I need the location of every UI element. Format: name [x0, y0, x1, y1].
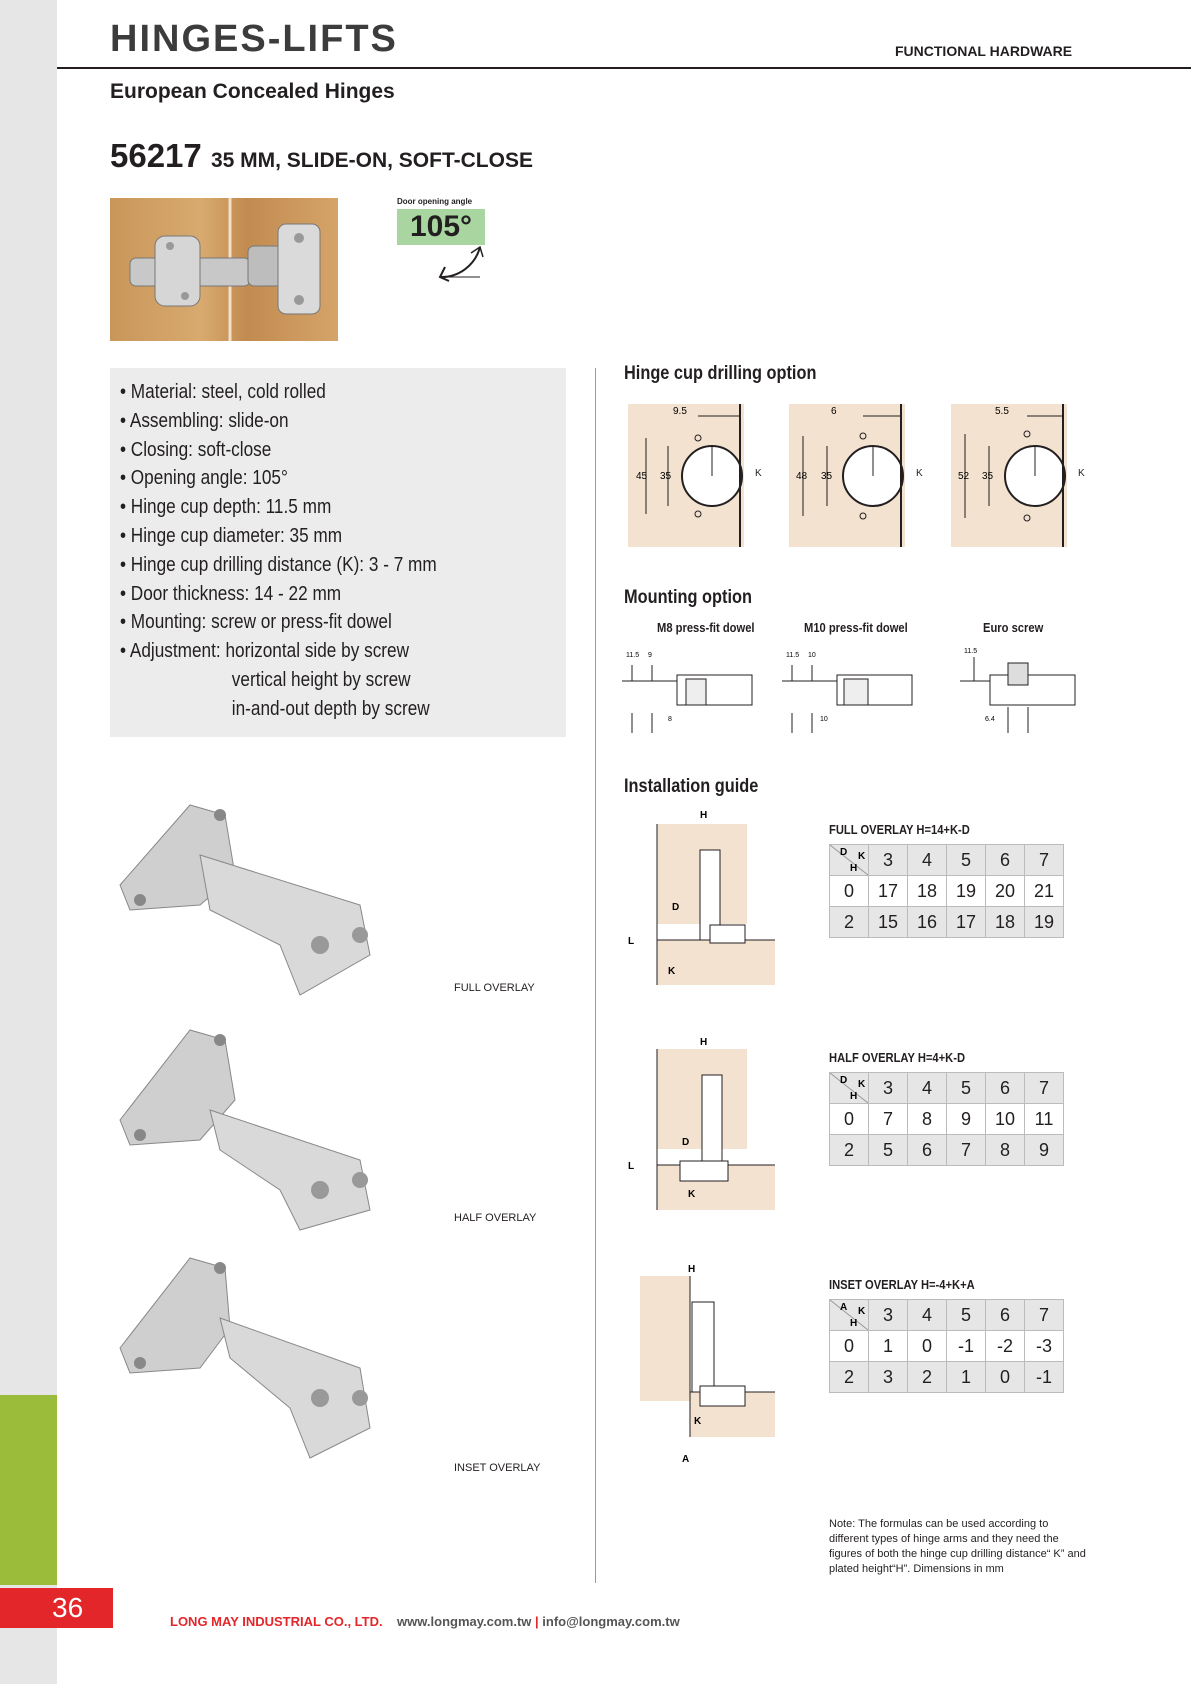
- photo-caption: INSET OVERLAY: [454, 1462, 541, 1474]
- table-cell: 17: [869, 876, 908, 907]
- drill-inner-dim: 35: [660, 471, 672, 482]
- table-header-cell: 5: [947, 1300, 986, 1331]
- category-subtitle: European Concealed Hinges: [110, 80, 395, 103]
- corner-h-label: H: [850, 1318, 858, 1329]
- drill-top-dim: 9.5: [673, 406, 687, 417]
- table-row-label: 2: [830, 1135, 869, 1166]
- hinge-photo-full-overlay: [110, 795, 410, 1000]
- spec-item: • Hinge cup depth: 11.5 mm: [120, 493, 504, 522]
- header-rule: [57, 67, 1191, 69]
- table-cell: 3: [869, 1362, 908, 1393]
- table-cell: 8: [908, 1104, 947, 1135]
- spec-item: • Opening angle: 105°: [120, 464, 504, 493]
- table-header-cell: 5: [947, 845, 986, 876]
- corner-col-label: K: [858, 1306, 866, 1317]
- table-row-label: 2: [830, 1362, 869, 1393]
- table-header-cell: 5: [947, 1073, 986, 1104]
- table-header-cell: 6: [986, 1073, 1025, 1104]
- table-corner: [830, 1300, 869, 1331]
- table-header-cell: 3: [869, 1300, 908, 1331]
- install-diagram-full: [620, 810, 780, 985]
- company-name: LONG MAY INDUSTRIAL CO., LTD.: [170, 1614, 383, 1629]
- table-header-cell: 6: [986, 845, 1025, 876]
- table-cell: 21: [1025, 876, 1064, 907]
- table-cell: 5: [869, 1135, 908, 1166]
- inset-overlay-table: [829, 1299, 1064, 1393]
- mount-dim: 10: [820, 716, 828, 723]
- dim-h-label: H: [700, 1037, 708, 1048]
- dim-l-label: L: [628, 936, 635, 947]
- door-angle-label: Door opening angle: [397, 197, 473, 206]
- table-row-label: 0: [830, 1331, 869, 1362]
- table-cell: 17: [947, 907, 986, 938]
- drill-outer-dim: 48: [796, 471, 808, 482]
- table-corner: [830, 1073, 869, 1104]
- table-cell: -1: [947, 1331, 986, 1362]
- spec-item-continued: in-and-out depth by screw: [231, 697, 430, 720]
- table-header-cell: 4: [908, 1300, 947, 1331]
- section-label: FUNCTIONAL HARDWARE: [895, 43, 1073, 59]
- table-cell: 9: [947, 1104, 986, 1135]
- table-header-cell: 7: [1025, 1300, 1064, 1331]
- table-cell: 19: [947, 876, 986, 907]
- corner-row-label: A: [840, 1302, 848, 1313]
- table-cell: 6: [908, 1135, 947, 1166]
- corner-col-label: K: [858, 1079, 866, 1090]
- drill-inner-dim: 35: [821, 471, 833, 482]
- dim-k-label: K: [688, 1189, 696, 1200]
- drill-outer-dim: 52: [958, 471, 970, 482]
- spec-item: • Material: steel, cold rolled: [120, 378, 504, 407]
- mount-dim: 11.5: [626, 652, 640, 659]
- formula-note: Note: The formulas can be used according to different types of hinge arms and they need the figures of both the hinge cup drilling distance“ K” and plated height“H”. Dimensions in mm: [829, 1518, 1086, 1575]
- drill-k-label: K: [755, 468, 762, 479]
- model-description: 35 MM, SLIDE-ON, SOFT-CLOSE: [210, 149, 533, 172]
- table-cell: 2: [908, 1362, 947, 1393]
- side-accent-bar: [0, 1395, 57, 1585]
- table-cell: 1: [947, 1362, 986, 1393]
- table-row-label: 0: [830, 1104, 869, 1135]
- dim-h-label: H: [688, 1264, 696, 1275]
- dim-k-label: K: [668, 966, 676, 977]
- mounting-diagram-euro-screw: [960, 645, 1080, 735]
- table-header-cell: 4: [908, 845, 947, 876]
- half-overlay-table: [829, 1072, 1064, 1166]
- spec-item: • Hinge cup drilling distance (K): 3 - 7 mm: [120, 551, 504, 580]
- spec-item-continued: vertical height by screw: [231, 668, 411, 691]
- hinge-photo-inset-overlay: [110, 1248, 410, 1463]
- table-cell: 11: [1025, 1104, 1064, 1135]
- page-number: 36: [0, 1588, 113, 1628]
- table-cell: 7: [869, 1104, 908, 1135]
- mounting-option-name: Euro screw: [983, 620, 1044, 635]
- table-corner: [830, 845, 869, 876]
- table-cell: 16: [908, 907, 947, 938]
- hinge-photo-half-overlay: [110, 1020, 410, 1235]
- mount-dim: 11.5: [786, 652, 800, 659]
- photo-caption: FULL OVERLAY: [454, 982, 535, 994]
- table-title-full: FULL OVERLAY H=14+K-D: [829, 822, 970, 837]
- corner-h-label: H: [850, 863, 858, 874]
- table-cell: 18: [986, 907, 1025, 938]
- corner-row-label: D: [840, 1075, 848, 1086]
- door-angle-value: 105°: [397, 209, 485, 245]
- drill-outer-dim: 45: [636, 471, 648, 482]
- spec-item: • Hinge cup diameter: 35 mm: [120, 522, 504, 551]
- table-header-cell: 7: [1025, 845, 1064, 876]
- mount-dim: 11.5: [964, 648, 978, 655]
- mounting-diagram-m10: [782, 645, 917, 735]
- table-cell: 20: [986, 876, 1025, 907]
- mount-dim: 9: [648, 652, 652, 659]
- table-title-inset: INSET OVERLAY H=-4+K+A: [829, 1277, 975, 1292]
- dim-d-label: D: [672, 902, 680, 913]
- drill-k-label: K: [1078, 468, 1085, 479]
- corner-row-label: D: [840, 847, 848, 858]
- table-cell: 0: [986, 1362, 1025, 1393]
- drilling-diagram-1: [628, 404, 744, 547]
- drill-inner-dim: 35: [982, 471, 994, 482]
- install-diagram-inset: [620, 1262, 780, 1462]
- mounting-option-name: M10 press-fit dowel: [804, 620, 908, 635]
- table-header-cell: 7: [1025, 1073, 1064, 1104]
- spec-item: • Door thickness: 14 - 22 mm: [120, 580, 504, 609]
- table-row-label: 0: [830, 876, 869, 907]
- email-link[interactable]: info@longmay.com.tw: [542, 1614, 680, 1629]
- spec-item: • Adjustment: horizontal side by screw: [120, 637, 504, 666]
- table-cell: 10: [986, 1104, 1025, 1135]
- product-heading: [110, 137, 533, 175]
- drill-top-dim: 6: [831, 406, 837, 417]
- table-cell: 9: [1025, 1135, 1064, 1166]
- mounting-title: Mounting option: [624, 587, 752, 608]
- corner-h-label: H: [850, 1091, 858, 1102]
- dim-d-label: D: [682, 1137, 690, 1148]
- install-diagram-half: [620, 1035, 780, 1210]
- table-cell: 8: [986, 1135, 1025, 1166]
- model-number: 56217: [110, 137, 202, 174]
- mounting-diagram-m8: [622, 645, 757, 735]
- photo-caption: HALF OVERLAY: [454, 1212, 537, 1224]
- table-title-half: HALF OVERLAY H=4+K-D: [829, 1050, 966, 1065]
- spec-item: • Mounting: screw or press-fit dowel: [120, 608, 504, 637]
- dim-k-label: K: [694, 1416, 702, 1427]
- corner-col-label: K: [858, 851, 866, 862]
- table-header-cell: 6: [986, 1300, 1025, 1331]
- table-cell: -1: [1025, 1362, 1064, 1393]
- table-cell: 7: [947, 1135, 986, 1166]
- table-header-cell: 3: [869, 845, 908, 876]
- drilling-diagram-2: [789, 404, 905, 547]
- spec-item: • Assembling: slide-on: [120, 407, 504, 436]
- full-overlay-table: [829, 844, 1064, 938]
- mounting-option-name: M8 press-fit dowel: [657, 620, 755, 635]
- spec-item: • Closing: soft-close: [120, 436, 504, 465]
- drilling-title: Hinge cup drilling option: [624, 363, 817, 384]
- table-cell: -3: [1025, 1331, 1064, 1362]
- product-photo: [110, 198, 338, 341]
- table-cell: 0: [908, 1331, 947, 1362]
- mount-dim: 6.4: [985, 716, 995, 723]
- table-row-label: 2: [830, 907, 869, 938]
- drilling-diagram-3: [951, 404, 1067, 547]
- table-cell: 18: [908, 876, 947, 907]
- installation-title: Installation guide: [624, 776, 759, 797]
- drill-top-dim: 5.5: [995, 406, 1009, 417]
- table-header-cell: 3: [869, 1073, 908, 1104]
- table-cell: 15: [869, 907, 908, 938]
- mount-dim: 10: [808, 652, 816, 659]
- website-link[interactable]: www.longmay.com.tw: [397, 1614, 532, 1629]
- page-title: HINGES-LIFTS: [110, 18, 398, 60]
- dim-a-label: A: [682, 1454, 690, 1462]
- footer-separator: |: [535, 1614, 539, 1629]
- drill-k-label: K: [916, 468, 923, 479]
- spec-list: [110, 368, 566, 737]
- dim-h-label: H: [700, 810, 708, 821]
- table-cell: 19: [1025, 907, 1064, 938]
- table-cell: -2: [986, 1331, 1025, 1362]
- dim-l-label: L: [628, 1161, 635, 1172]
- table-header-cell: 4: [908, 1073, 947, 1104]
- footer: [170, 1614, 680, 1629]
- door-swing-icon: [435, 245, 495, 285]
- mount-dim: 8: [668, 716, 672, 723]
- table-cell: 1: [869, 1331, 908, 1362]
- column-divider: [595, 368, 596, 1583]
